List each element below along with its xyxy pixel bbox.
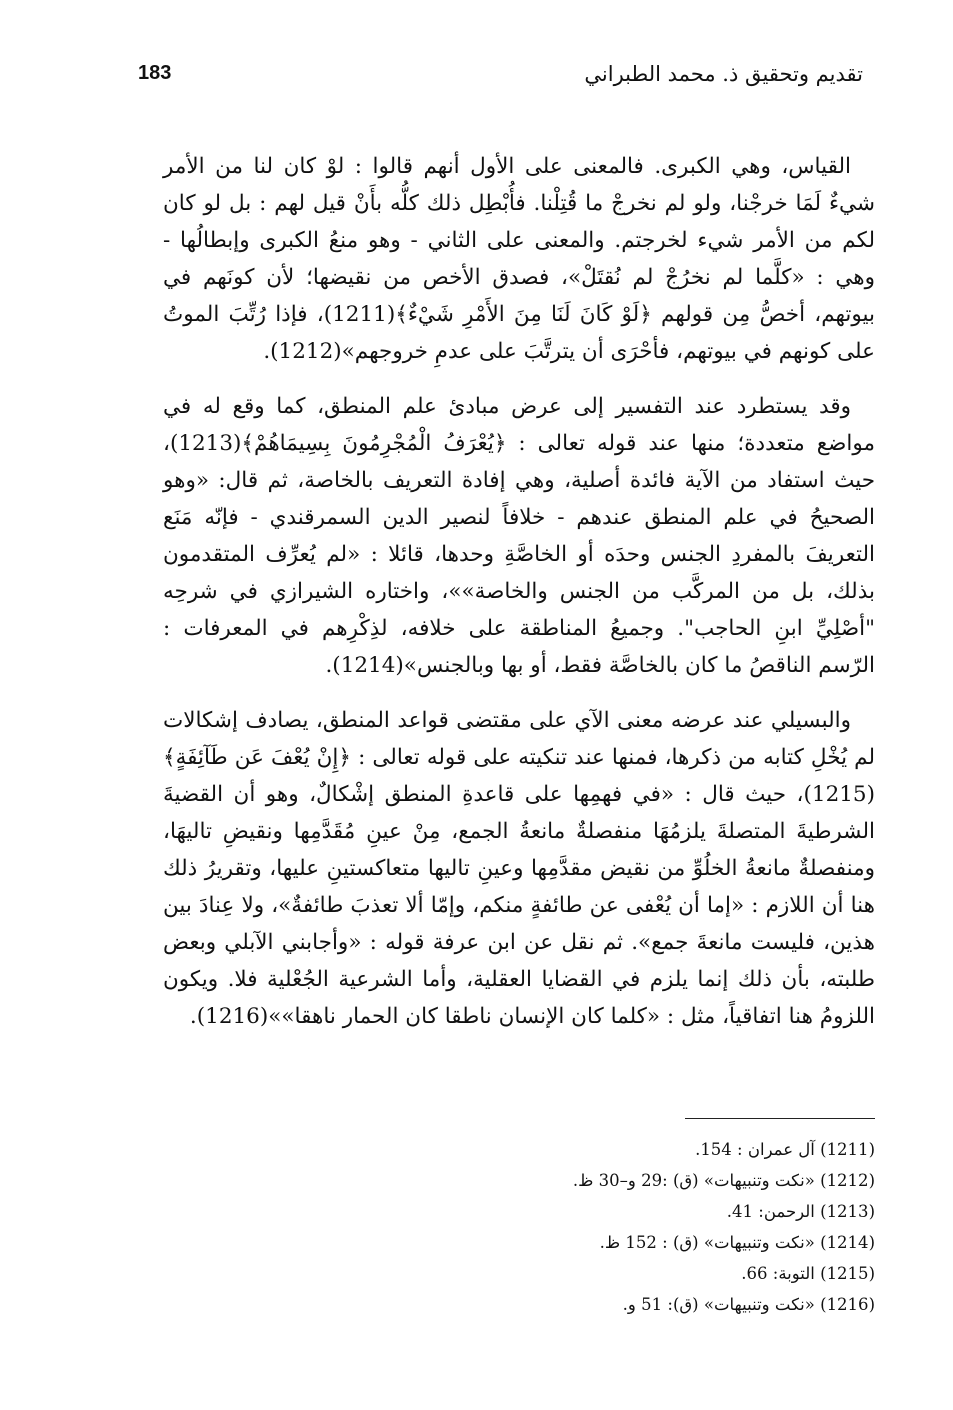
footnote: (1211) آل عمران : 154. <box>695 1140 875 1159</box>
footnote: (1213) الرحمن: 41. <box>726 1202 875 1221</box>
paragraph: والبسيلي عند عرضه معنى الآي على مقتضى قواعد المنطق، يصادف إشكالات لم يُخْلِ كتابه من ذكرها، فمنها عند تنكيته على قوله تعالى : ﴿إِنْ يُعْفَ عَن طَآئِفَةٍ﴾(1215)، حيث قال : «في فهمِها على قاعدةِ المنطق إشْكالٌ، وهو أن القضيةَ الشرطيةَ المتصلةَ يلزمُهَا منفصلةٌ مانعةُ الجمع، مِنْ عينِ مُقَدَّمِها ونقيضِ تاليهَا، ومنفصلةٌ مانعةُ الخلُوِّ من نقيض مقدَّمِها وعينِ تاليها متعاكستينِ عليها، وتقريرُ ذلك هنا أن اللازم : «إما أن يُعْفى عن طائفةٍ منكم، وإمّا ألا تعذبَ طائفةٌ»، ولا عِنادَ بين هذين، فليست مانعةَ جمع». ثم نقل عن ابن عرفة قوله : «وأجابني الآبلي وبعض طلبته، بأن ذلك إنما يلزم في القضايا العقلية، وأما الشرعية الجُعْلية فلا. ويكون اللزومُ هنا اتفاقياً، مثل : «كلما كان الإنسان ناطقا كان الحمار ناهقا»»(1216). <box>163 708 875 1029</box>
main-text <box>163 148 875 1053</box>
page-header <box>138 62 863 102</box>
footnotes <box>315 1134 875 1320</box>
footnote: (1215) التوبة: 66. <box>741 1264 875 1283</box>
paragraph: القياس، وهي الكبرى. فالمعنى على الأول أنهم قالوا : لوْ كان لنا من الأمر شيءٌ لَمَا خرجْنا، ولو لم نخرجْ ما قُتِلْنا. فأُبْطِل ذلك كلُّه بأَنْ قيل لهم : بل لو كان لكم من الأمر شيء لخرجتم. والمعنى على الثاني - وهو منعُ الكبرى وإبطالُها - وهي : «كلَّما لم نخرُجْ لم نُقتَلْ»، فصدق الأخص من نقيضها؛ لأن كونَهم في بيوتهم، أخصُّ مِن قولهم ﴿لَوْ كَانَ لَنَا مِنَ الأَمْرِ شَيْءٌ﴾(1211)، فإذا رُتِّبَ الموتُ على كونهم في بيوتهم، فأحْرَى أن يترتَّبَ على عدمِ خروجهم»(1212). <box>163 154 875 364</box>
paragraph: وقد يستطرد عند التفسير إلى عرض مبادئ علم المنطق، كما وقع له في مواضع متعددة؛ منها عند قوله تعالى : ﴿يُعْرَفُ الْمُجْرِمُونَ بِسِيمَاهُمْ﴾(1213)، حيث استفاد من الآية فائدة أصلية، وهي إفادة التعريف بالخاصة، ثم قال: «وهو الصحيحُ في علم المنطق عندهم - خلافاً لنصير الدين السمرقندي - فإنّه مَنَع التعريفَ بالمفردِ الجنس وحدَه أو الخاصَّةِ وحدها، قائلا : «لم يُعرِّف المتقدمون بذلك، بل من المركَّب من الجنس والخاصة»»، واختاره الشيرازي في شرحِه "أصْلِيِّ ابنِ الحاجب". وجميعُ المناطقة على خلافه، لذِكْرِهم في المعرفات : الرّسم الناقصُ ما كان بالخاصَّة فقط، أو بها وبالجنس»(1214). <box>163 394 875 678</box>
running-head: تقديم وتحقيق ذ. محمد الطبراني <box>584 62 863 86</box>
footnote: (1216) «نكت وتنبيهات» (ق): 51 و. <box>622 1295 875 1314</box>
footnote-separator <box>685 1118 875 1119</box>
page-number: 183 <box>138 62 172 84</box>
footnote: (1214) «نكت وتنبيهات» (ق) : 152 ظ. <box>599 1233 875 1252</box>
footnote: (1212) «نكت وتنبيهات» (ق) :29 و–30 ظ. <box>572 1171 875 1190</box>
